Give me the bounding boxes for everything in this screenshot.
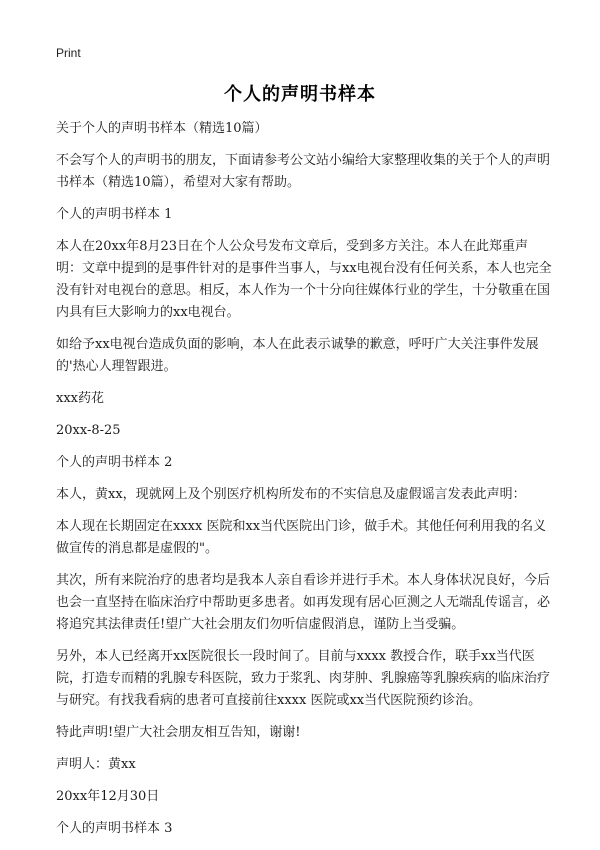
sample1-paragraph-1: 本人在20xx年8月23日在个人公众号发布文章后，受到多方关注。本人在此郑重声明：文章中提到的是事件针对的是事件当事人，与xx电视台没有任何关系，本人也完全没有针对电视台的意思。相反，本人作为一个十分向往媒体行业的学生，十分敬重在国内具有巨大影响力的xx电视台。 (56, 239, 552, 320)
document-subtitle: 关于个人的声明书样本（精选10篇） (56, 121, 268, 136)
sample2-date: 20xx年12月30日 (56, 789, 160, 804)
sample1-signature: xxx药花 (56, 391, 104, 406)
sample1-date: 20xx-8-25 (56, 423, 121, 438)
sample2-paragraph-4: 另外，本人已经离开xx医院很长一段时间了。目前与xxxx 教授合作，联手xx当代医院，打造专而精的乳腺专科医院，致力于浆乳、肉芽肿、乳腺癌等乳腺疾病的临床治疗与研究。有找我看病的患者可直接前往xxxx 医院或xx当代医院预约诊治。 (56, 649, 551, 708)
sample2-signature: 声明人：黄xx (56, 757, 136, 772)
sample2-paragraph-5: 特此声明!望广大社会朋友相互告知，谢谢! (56, 725, 301, 740)
sample2-paragraph-1: 本人，黄xx，现就网上及个别医疗机构所发布的不实信息及虚假谣言发表此声明： (56, 487, 526, 502)
document-body (56, 118, 552, 850)
sample2-paragraph-3: 其次，所有来院治疗的患者均是我本人亲自看诊并进行手术。本人身体状况良好，今后也会一直坚持在临床治疗中帮助更多患者。如再发现有居心叵测之人无端乱传谣言，必将追究其法律责任!望广大社会朋友们勿听信虚假消息，谨防上当受骗。 (56, 573, 551, 632)
sample2-paragraph-2: 本人现在长期固定在xxxx 医院和xx当代医院出门诊，做手术。其他任何利用我的名义做宣传的消息都是虚假的"。 (56, 519, 547, 556)
print-link[interactable]: Print (56, 46, 81, 60)
intro-paragraph: 不会写个人的声明书的朋友，下面请参考公文站小编给大家整理收集的关于个人的声明书样本（精选10篇），希望对大家有帮助。 (56, 153, 551, 190)
sample3-heading: 个人的声明书样本 3 (56, 821, 173, 836)
sample1-heading: 个人的声明书样本 1 (56, 207, 173, 222)
sample2-heading: 个人的声明书样本 2 (56, 455, 173, 470)
page-title: 个人的声明书样本 (224, 84, 376, 105)
sample1-paragraph-2: 如给予xx电视台造成负面的影响，本人在此表示诚挚的歉意，呼吁广大关注事件发展的'热心人理智跟进。 (56, 337, 539, 374)
